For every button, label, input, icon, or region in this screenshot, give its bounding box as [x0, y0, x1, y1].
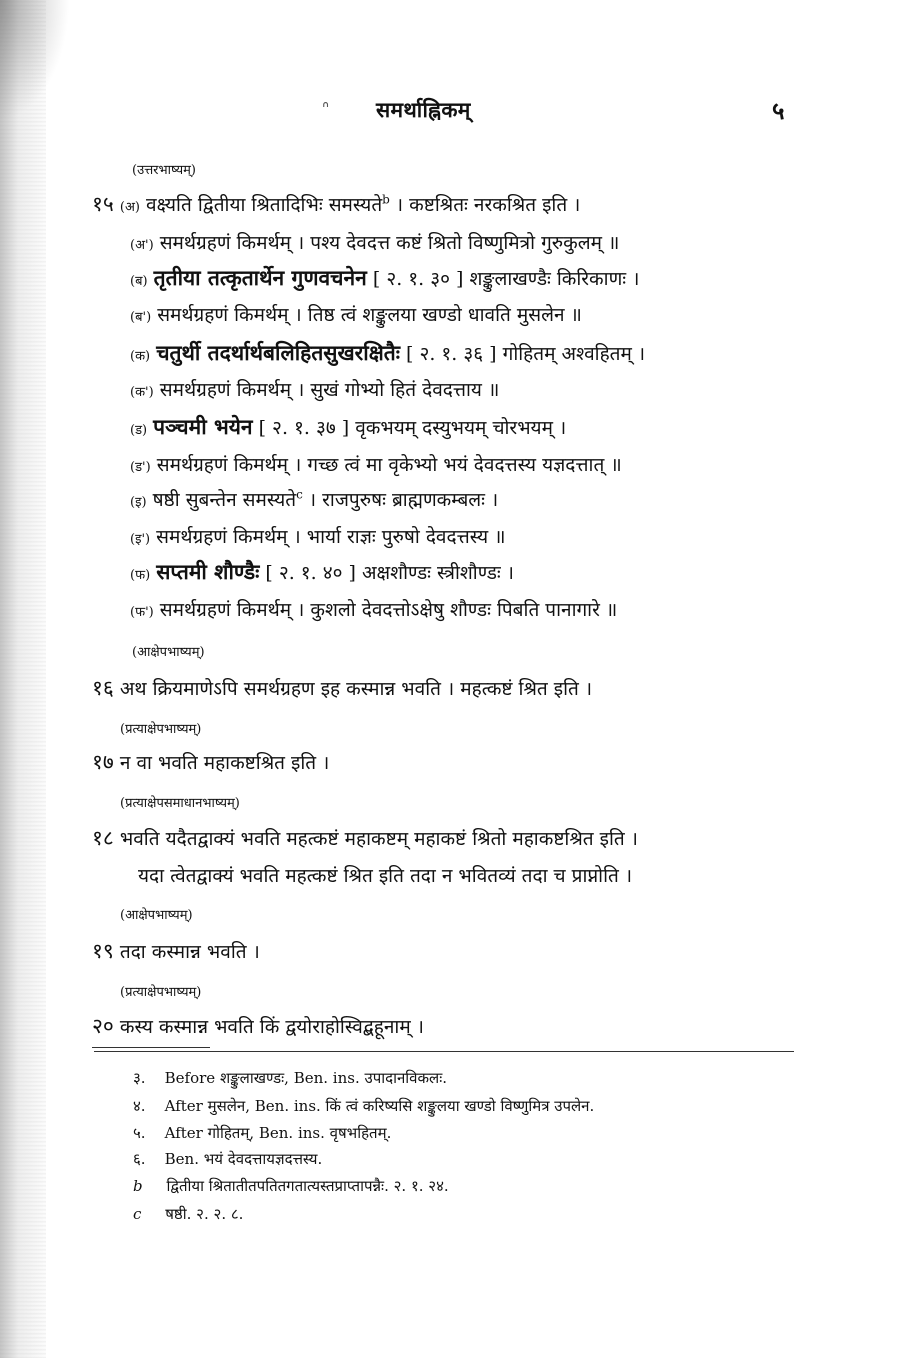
footnote-marker: ६. — [133, 1150, 146, 1168]
sutra-line-15d — [130, 413, 566, 441]
footnote-text: After मुसलेन, Ben. ins. किं त्वं करिष्यसि शङ्कुलया खण्डो विष्णुमित्र उपलेन. — [164, 1097, 595, 1115]
footnote-marker: ५. — [133, 1124, 146, 1142]
line-text: समर्थग्रहणं किमर्थम् । भार्या राज्ञः पुरुषो देवदत्तस्य ॥ — [156, 526, 506, 548]
footnote-3 — [133, 1068, 447, 1088]
sutra-line-18-cont — [138, 862, 632, 888]
item-marker: (इ) — [130, 495, 147, 510]
section-number: १९ — [92, 939, 114, 963]
item-marker: (ड) — [130, 423, 148, 438]
label-akshepa-bhashya: (आक्षेपभाष्यम्) — [132, 645, 205, 660]
item-marker: (अ) — [119, 200, 140, 215]
sutra-line-15a — [92, 190, 580, 218]
sutra-line-15b2 — [130, 301, 582, 327]
line-text: तदा कस्मान्न भवति । — [119, 941, 260, 963]
line-text: समर्थग्रहणं किमर्थम् । गच्छ त्वं मा वृकेभ्यो भयं देवदत्तस्य यज्ञदत्तात् ॥ — [156, 454, 622, 476]
footnote-text: After गोहितम्, Ben. ins. वृषभहितम्. — [164, 1124, 392, 1142]
item-marker: (अ') — [130, 238, 154, 253]
sutra-line-15b — [130, 264, 639, 292]
line-text-tail: । राजपुरुषः ब्राह्मणकम्बलः । — [308, 489, 499, 511]
sutra-line-15d2 — [130, 451, 622, 477]
line-text: भवति यदैतद्वाक्यं भवति महत्कष्टं महाकष्टम् महाकष्टं श्रितो महाकष्टश्रित इति । — [119, 828, 638, 850]
scan-corner-shadow — [0, 0, 70, 120]
sutra-line-15f2 — [130, 596, 617, 622]
sutra-line-18 — [92, 824, 638, 852]
item-marker: (ब) — [130, 274, 148, 289]
section-number: १६ — [92, 676, 114, 700]
sutra-line-16 — [92, 674, 592, 702]
section-number: १५ — [92, 192, 114, 216]
line-text: समर्थग्रहणं किमर्थम् । पश्य देवदत्त कष्टं श्रितो विष्णुमित्रो गुरुकुलम् ॥ — [159, 232, 620, 254]
footnote-rule-short — [92, 1047, 210, 1048]
line-text: अथ क्रियमाणेऽपि समर्थग्रहण इह कस्मान्न भवति । महत्कष्टं श्रित इति । — [119, 678, 593, 700]
footnote-text: Ben. भयं देवदत्तायज्ञदत्तस्य. — [164, 1150, 323, 1168]
item-marker: (इ') — [130, 532, 151, 547]
section-number: २० — [92, 1014, 114, 1038]
item-marker: (ड') — [130, 460, 151, 475]
footnote-text: द्वितीया श्रितातीतपतितगतात्यस्तप्राप्तापन्नैः. २. १. २४. — [166, 1177, 449, 1195]
label-akshepa-bhashya-2: (आक्षेपभाष्यम्) — [120, 908, 193, 923]
line-text: समर्थग्रहणं किमर्थम् । सुखं गोभ्यो हितं देवदत्ताय ॥ — [159, 379, 500, 401]
line-text: [ २. १. ४० ] अक्षशौण्डः स्त्रीशौण्डः । — [265, 562, 514, 584]
footnote-marker: b — [133, 1177, 143, 1195]
footnote-b — [133, 1176, 449, 1196]
label-pratyakshepa-bhashya: (प्रत्याक्षेपभाष्यम्) — [120, 722, 202, 737]
footnote-5 — [133, 1123, 391, 1143]
sutra-line-15a2 — [130, 229, 619, 255]
running-header-title: समर्थाह्निकम् — [376, 97, 471, 122]
line-text: षष्ठी सुबन्तेन समस्यते — [152, 489, 297, 511]
line-text: न वा भवति महाकष्टश्रित इति । — [119, 752, 330, 774]
footnote-6 — [133, 1149, 322, 1169]
label-samadhana-bhashya: (प्रत्याक्षेपसमाधानभाष्यम्) — [120, 796, 240, 811]
footnote-rule — [94, 1051, 794, 1052]
section-number: १७ — [92, 750, 114, 774]
item-marker: (क) — [130, 349, 151, 364]
sutra-line-17 — [92, 748, 329, 776]
line-text: [ २. १. ३७ ] वृकभयम् दस्युभयम् चोरभयम् । — [258, 417, 567, 439]
line-text: यदा त्वेतद्वाक्यं भवति महत्कष्टं श्रित इति तदा न भवितव्यं तदा च प्राप्नोति । — [138, 865, 633, 887]
sutra-line-15i — [130, 486, 498, 512]
item-marker: (ब') — [130, 310, 152, 325]
line-text: समर्थग्रहणं किमर्थम् । कुशलो देवदत्तोऽक्षेषु शौण्डः पिबति पानागारे ॥ — [159, 599, 618, 621]
line-text: [ २. १. ३६ ] गोहितम् अश्वहितम् । — [406, 343, 646, 365]
sutra-line-19 — [92, 937, 260, 965]
sutra-line-20 — [92, 1012, 424, 1040]
footnote-4 — [133, 1096, 594, 1116]
footnote-c — [133, 1204, 243, 1224]
sutra-line-15k2 — [130, 376, 499, 402]
page-number: ५ — [772, 96, 785, 125]
sutra-line-15i2 — [130, 523, 506, 549]
sutra-line-15k — [130, 339, 645, 367]
line-text: [ २. १. ३० ] शङ्कुलाखण्डैः किरिकाणः । — [372, 268, 640, 290]
item-marker: (फ) — [130, 568, 151, 583]
footnote-marker: ४. — [133, 1097, 146, 1115]
label-uttara-bhashya: (उत्तरभाष्यम्) — [132, 163, 197, 178]
line-text: वक्ष्यति द्वितीया श्रितादिभिः समस्यते — [146, 194, 383, 216]
item-marker: (क') — [130, 385, 154, 400]
footnote-marker: c — [133, 1205, 142, 1223]
footnote-text: षष्ठी. २. २. ८. — [165, 1205, 244, 1223]
footnote-text: Before शङ्कुलाखण्डः, Ben. ins. उपादानविकलः. — [164, 1069, 447, 1087]
line-text-tail: । कष्टश्रितः नरकश्रित इति । — [395, 194, 581, 216]
sutra-line-15f — [130, 558, 514, 586]
item-marker: (फ') — [130, 605, 154, 620]
header-mark: ᐢ — [322, 98, 330, 119]
section-number: १८ — [92, 826, 114, 850]
sutra-bold: पञ्चमी भयेन — [153, 414, 253, 439]
label-pratyakshepa-bhashya-2: (प्रत्याक्षेपभाष्यम्) — [120, 985, 202, 1000]
line-text: कस्य कस्मान्न भवति किं द्वयोराहोस्विद्बहूनाम् । — [119, 1016, 424, 1038]
footnote-marker: ३. — [133, 1069, 146, 1087]
footnote-ref: b — [382, 192, 390, 207]
footnote-ref: c — [296, 487, 303, 502]
scan-binding-edge — [0, 0, 46, 1358]
line-text: समर्थग्रहणं किमर्थम् । तिष्ठ त्वं शङ्कुलया खण्डो धावति मुसलेन ॥ — [157, 304, 582, 326]
sutra-bold: तृतीया तत्कृतार्थेन गुणवचनेन — [153, 265, 367, 290]
sutra-bold: सप्तमी शौण्डैः — [156, 559, 260, 584]
sutra-bold: चतुर्थी तदर्थार्थबलिहितसुखरक्षितैः — [156, 340, 400, 365]
